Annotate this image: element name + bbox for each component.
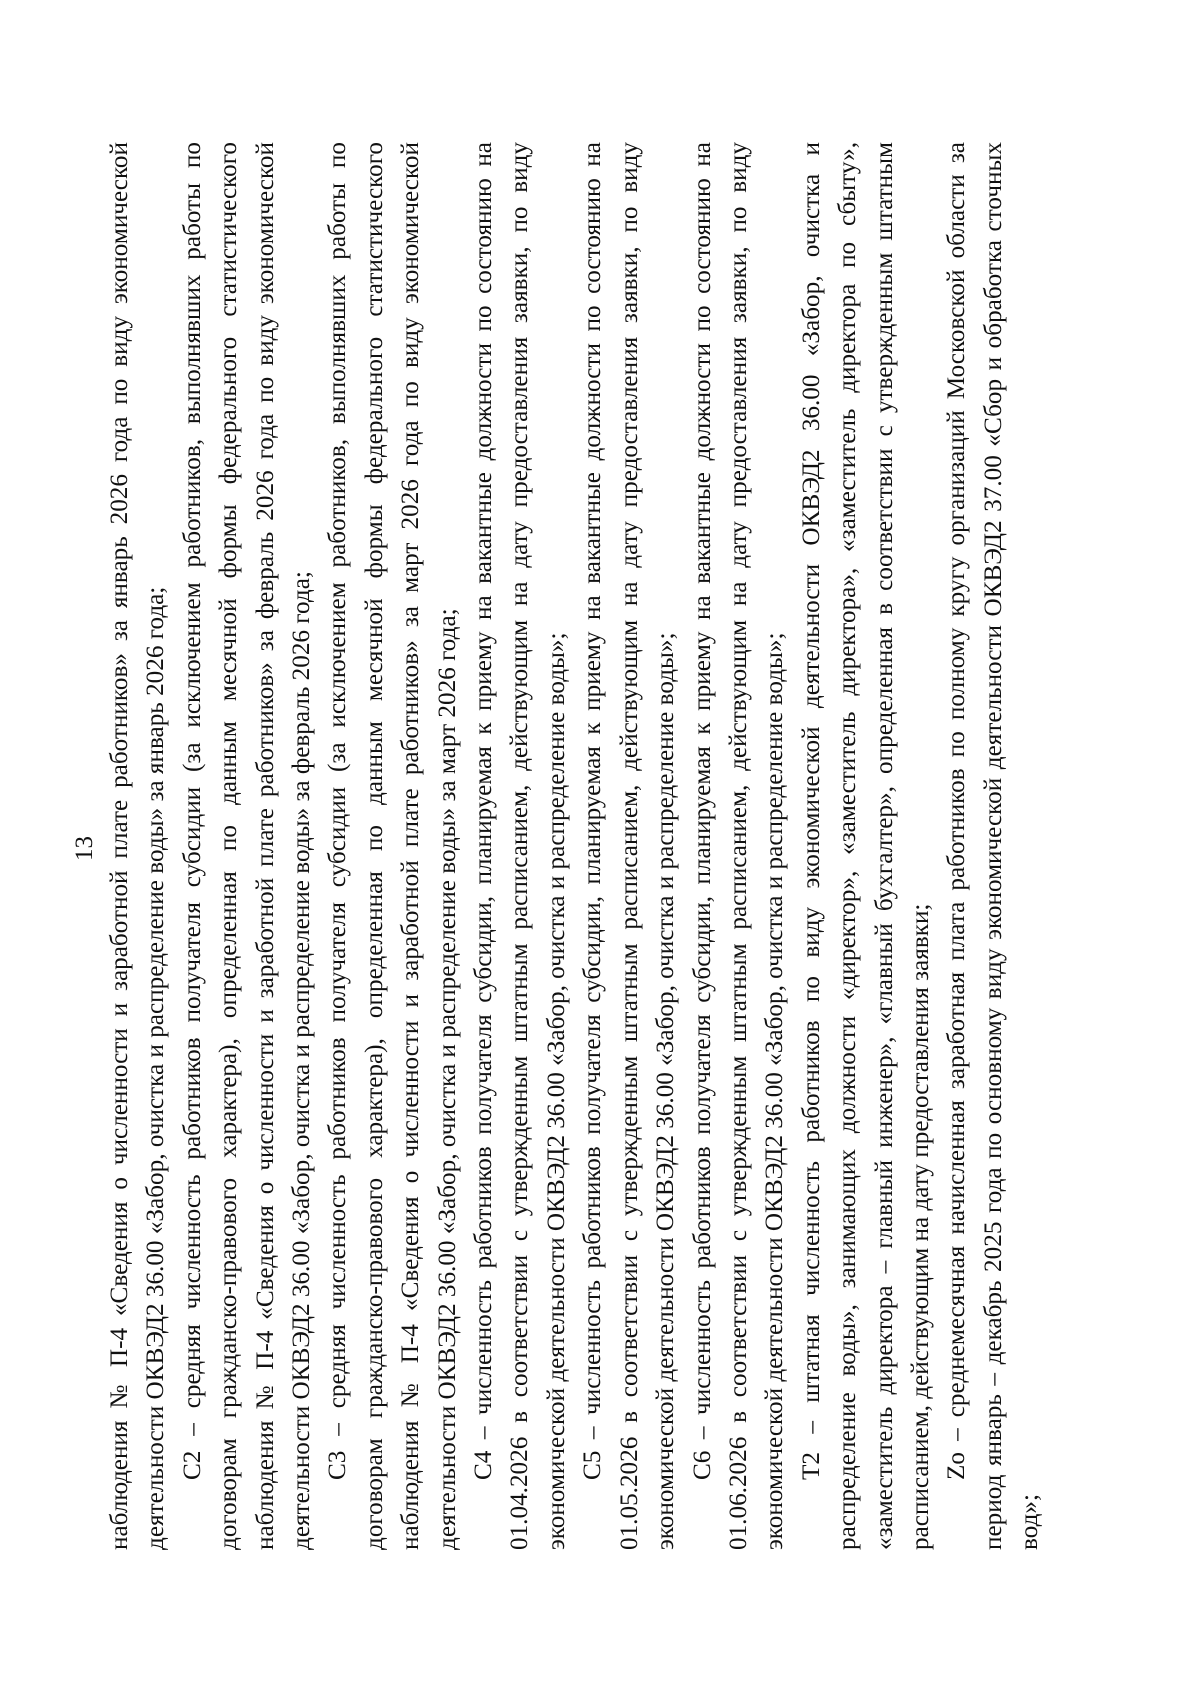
paragraph-zo-definition: Zо – среднемесячная начисленная заработная плата работников по полному кругу организаций Московской области за период январь – декабрь 2025 года по основному виду экономической деятельности ОКВЭД2 37.00 «Сбор и обработка сточных вод»; [943,142,1044,1550]
page-number: 13 [71,836,98,861]
paragraph-c3-definition: С3 – средняя численность работников получателя субсидии (за исключением работников, выполнявших работы по договорам гражданско-правового характера), определенная по данным месячной формы федерального статистического наблюдения № П-4 «Сведения о численности и заработной плате работников» за март 2026 года по виду экономической деятельности ОКВЭД2 36.00 «Забор, очистка и распределение воды» за март 2026 года; [324,142,461,1550]
paragraph-c5-definition: С5 – численность работников получателя субсидии, планируемая к приему на вакантные должности по состоянию на 01.05.2026 в соответствии с утвержденным штатным расписанием, действующим на дату предоставления заявки, по виду экономической деятельности ОКВЭД2 36.00 «Забор, очистка и распределение воды»; [579,142,680,1550]
paragraph-c2-definition: С2 – средняя численность работников получателя субсидии (за исключением работников, выполнявших работы по договорам гражданско-правового характера), определенная по данным месячной формы федерального статистического наблюдения № П-4 «Сведения о численности и заработной плате работников» за февраль 2026 года по виду экономической деятельности ОКВЭД2 36.00 «Забор, очистка и распределение воды» за февраль 2026 года; [178,142,316,1550]
paragraph-t2-definition: Т2 – штатная численность работников по виду экономической деятельности ОКВЭД2 36.00 «Забор, очистка и распределение воды», занимающих должности «директор», «заместитель директора», «заместитель директора по сбыту», «заместитель директора – главный инженер», «главный бухгалтер», определенная в соответствии с утвержденным штатным расписанием, действующим на дату предоставления заявки; [797,142,934,1550]
paragraph-c4-definition: С4 – численность работников получателя субсидии, планируемая к приему на вакантные должности по состоянию на 01.04.2026 в соответствии с утвержденным штатным расписанием, действующим на дату предоставления заявки, по виду экономической деятельности ОКВЭД2 36.00 «Забор, очистка и распределение воды»; [470,142,570,1550]
paragraph-continuation: наблюдения № П-4 «Сведения о численности и заработной плате работников» за январь 2026 года по виду экономической деятельности ОКВЭД2 36.00 «Забор, очистка и распределение воды» за январь 2026 года; [106,142,170,1550]
paragraph-c6-definition: С6 – численность работников получателя субсидии, планируемая к приему на вакантные должности по состоянию на 01.06.2026 в соответствии с утвержденным штатным расписанием, действующим на дату предоставления заявки, по виду экономической деятельности ОКВЭД2 36.00 «Забор, очистка и распределение воды»; [688,142,789,1550]
document-body [102,142,1049,1550]
